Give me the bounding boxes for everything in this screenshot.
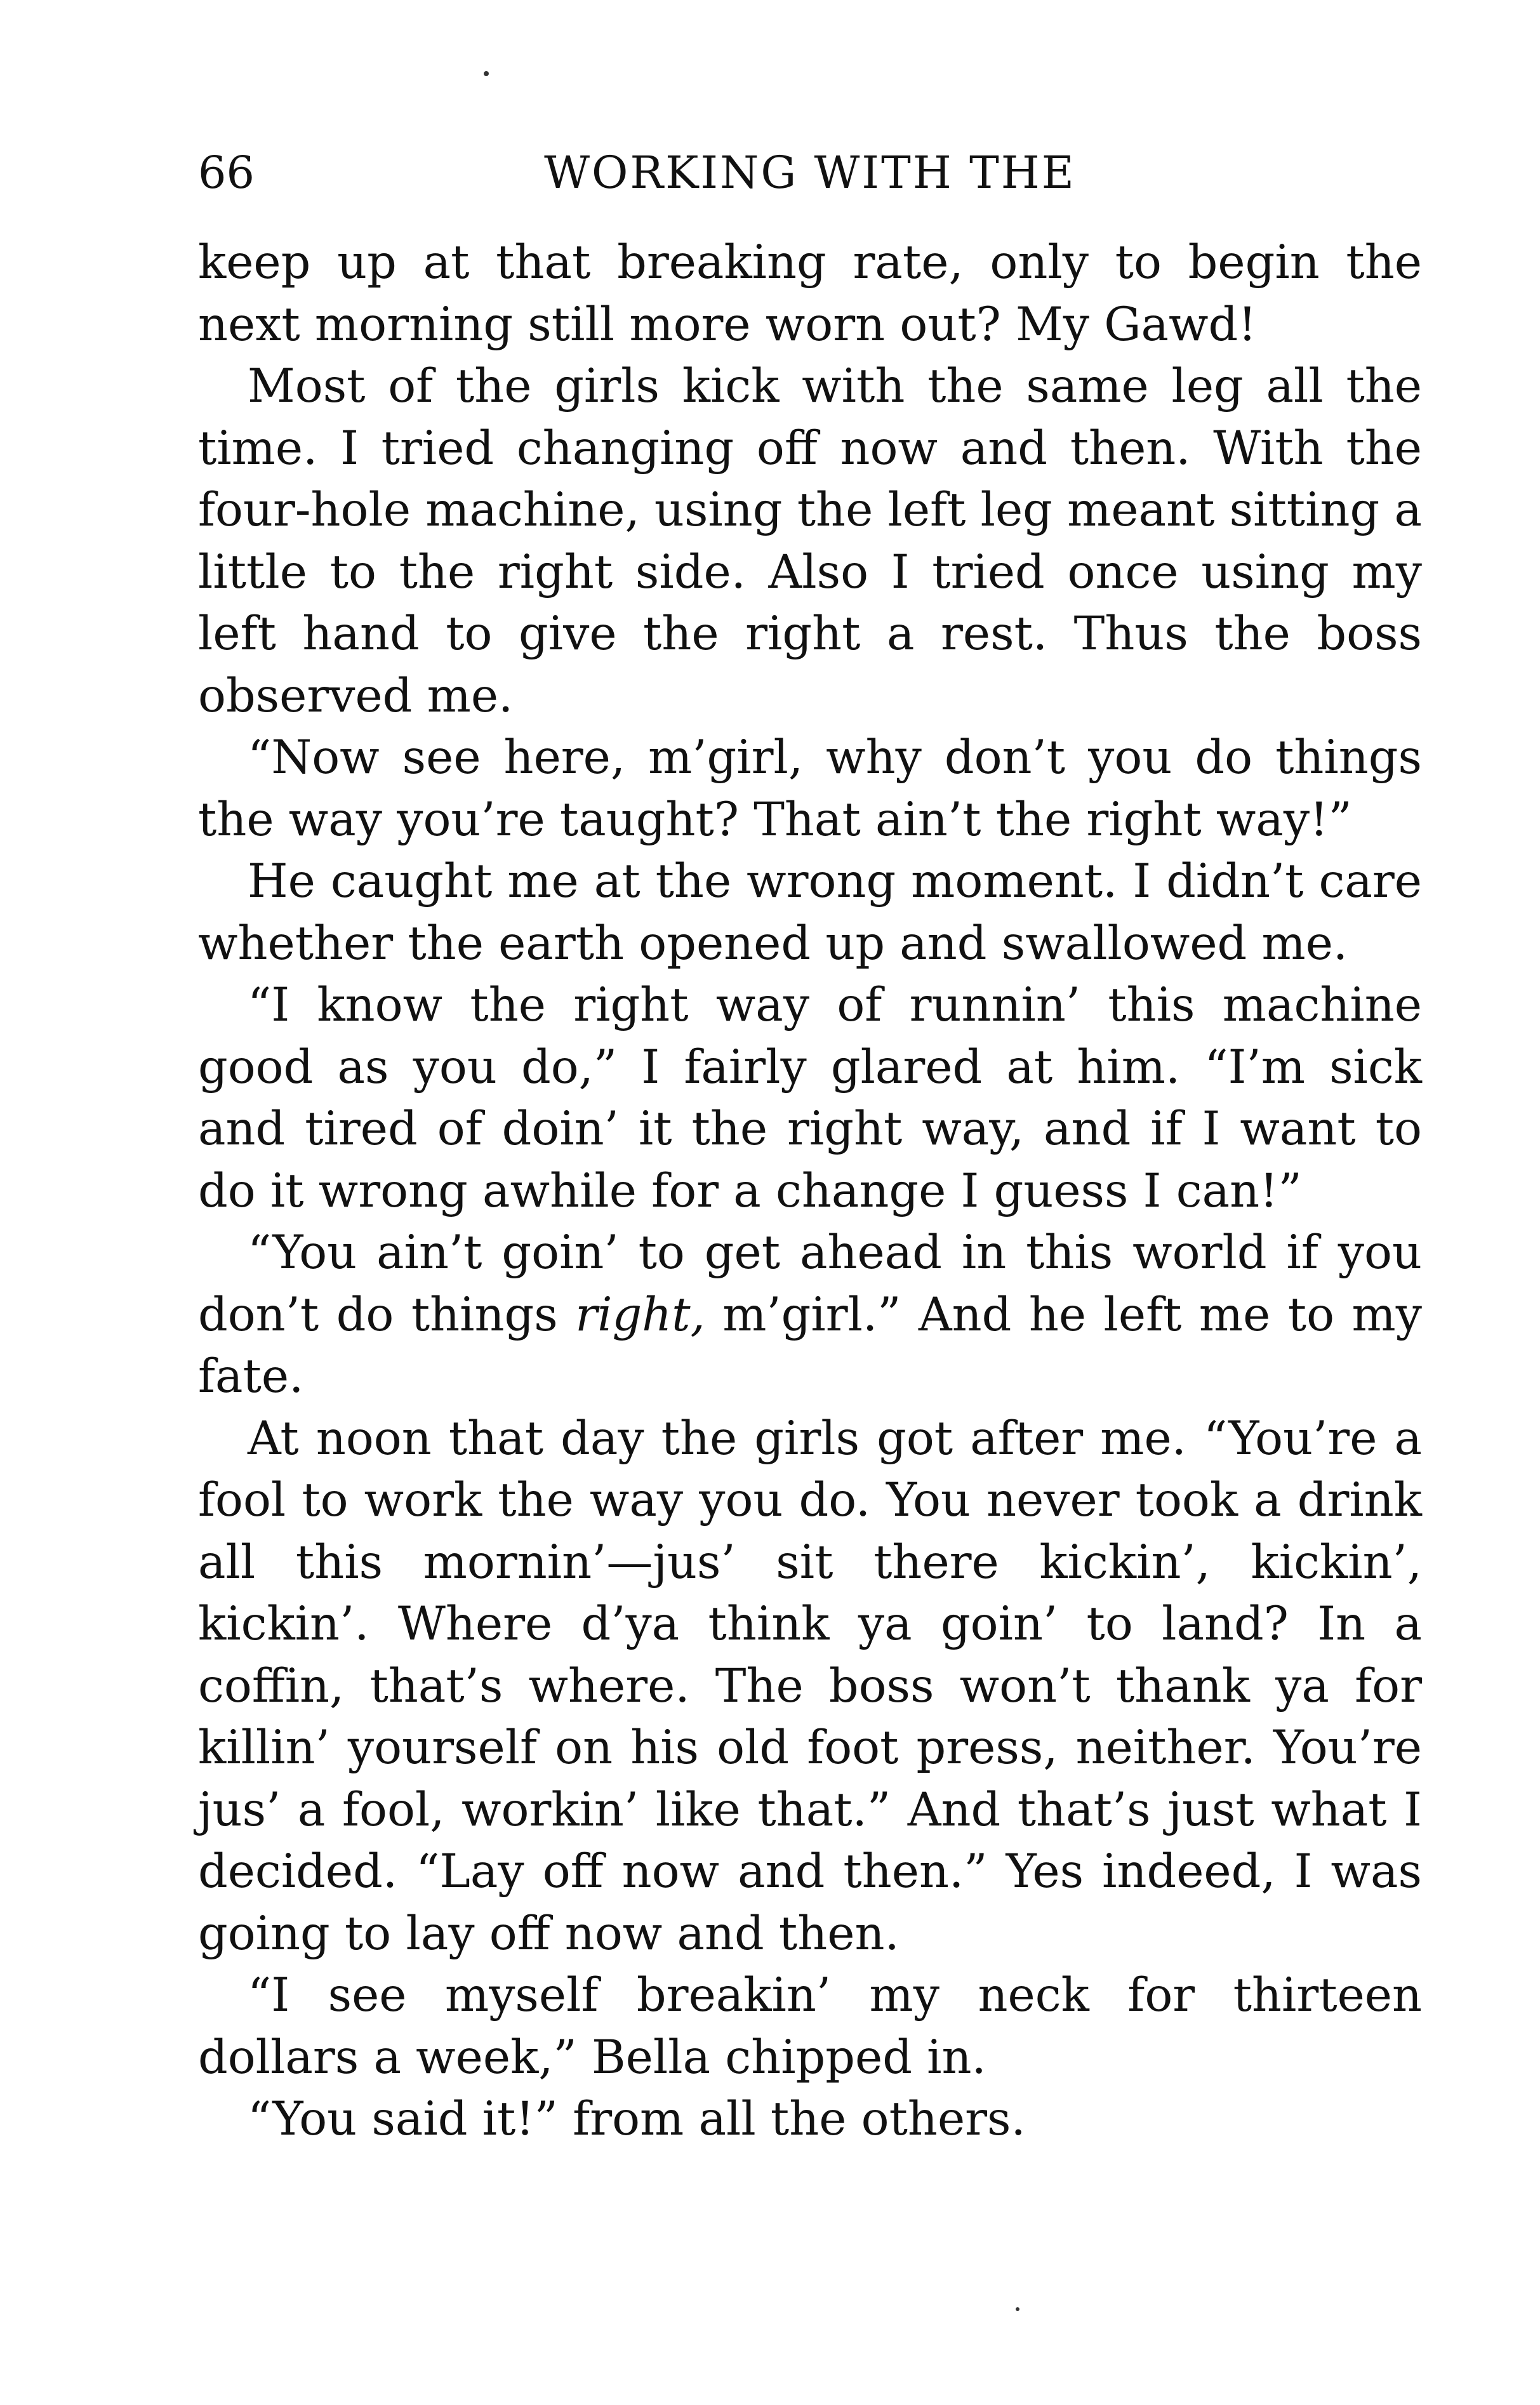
paragraph: “I see myself breakin’ my neck for thirteen dollars a week,” Bella chipped in. (198, 1968, 1422, 2084)
paragraph-text: m’girl.” And he left me to my fate. (198, 1287, 1422, 1403)
paragraph: “I know the right way of runnin’ this machine good as you do,” I fairly glared at him. “I’m sick and tired of doin’ it the right way, and if I want to do it wrong awhile for a change I guess I can!” (198, 978, 1422, 1218)
paragraph-text: “You ain’t goin’ to get ahead in this world if you don’t do things (198, 1226, 1422, 1342)
paragraph: At noon that day the girls got after me. “You’re a fool to work the way you do. You never took a drink all this mornin’—jus’ sit there kickin’, kickin’, kickin’. Where d’ya think ya goin’ to land? In a coffin, that’s where. The boss won’t thank ya for killin’ yourself on his old foot press, neither. You’re jus’ a fool, workin’ like that.” And that’s just what I decided. “Lay off now and then.” Yes indeed, I was going to lay off now and then. (198, 1411, 1422, 1961)
paragraph: keep up at that breaking rate, only to begin the next morning still more worn out? My Gawd! (198, 235, 1422, 352)
paragraph (198, 1222, 1422, 1408)
paragraph: Most of the girls kick with the same leg all the time. I tried changing off now and then. With the four-hole machine, using the left leg meant sitting a little to the right side. Also I tried once using my left hand to give the right a rest. Thus the boss observed me. (198, 359, 1422, 723)
paragraph: He caught me at the wrong moment. I didn’t care whether the earth opened up and swallowed me. (198, 854, 1422, 971)
paragraph: “You said it!” from all the others. (248, 2092, 1026, 2146)
emphasis-text: right, (575, 1287, 705, 1342)
page-number: 66 (198, 147, 255, 199)
body-text (198, 232, 1422, 2150)
print-speck (484, 71, 489, 76)
running-head: WORKING WITH THE (544, 147, 1076, 199)
print-speck (1016, 2307, 1019, 2311)
page-header (198, 143, 1422, 203)
paragraph: “Now see here, m’girl, why don’t you do things the way you’re taught? That ain’t the right way!” (198, 731, 1422, 847)
